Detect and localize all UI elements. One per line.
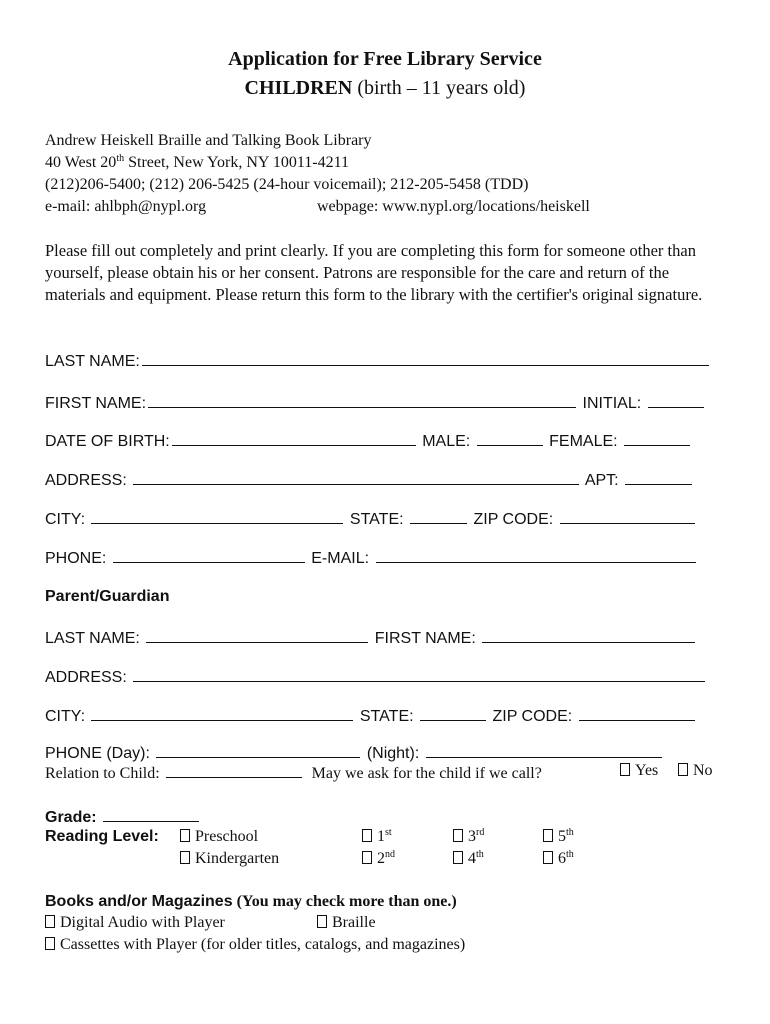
reading-grade-5[interactable]: 5th <box>543 828 574 846</box>
guardian-name-row: LAST NAME: FIRST NAME: <box>45 627 697 648</box>
child-dob-field[interactable] <box>172 430 416 446</box>
yes-checkbox[interactable] <box>620 763 630 776</box>
child-male-field[interactable] <box>477 430 543 446</box>
library-web: webpage: www.nypl.org/locations/heiskell <box>317 198 590 215</box>
guardian-phone-row: PHONE (Day): (Night): <box>45 742 664 763</box>
books-cassettes[interactable]: Cassettes with Player (for older titles, catalogs, and magazines) <box>45 936 465 954</box>
child-last-name-row: LAST NAME: <box>45 350 711 371</box>
reading-grade-2[interactable]: 2nd <box>362 850 395 868</box>
reading-level-label: Reading Level: <box>45 828 159 845</box>
child-dob-row: DATE OF BIRTH: MALE: FEMALE: <box>45 430 692 451</box>
child-last-name-field[interactable] <box>142 350 709 366</box>
guardian-relation-field[interactable] <box>166 762 302 778</box>
guardian-phone-day-field[interactable] <box>156 742 360 758</box>
reading-grade-6[interactable]: 6th <box>543 850 574 868</box>
reading-kindergarten[interactable]: Kindergarten <box>180 850 279 868</box>
library-phones: (212)206-5400; (212) 206-5425 (24-hour voicemail); 212-205-5458 (TDD) <box>45 176 529 193</box>
child-female-field[interactable] <box>624 430 690 446</box>
guardian-last-name-field[interactable] <box>146 627 368 643</box>
child-first-name-row: FIRST NAME: INITIAL: <box>45 392 706 413</box>
guardian-zip-field[interactable] <box>579 705 695 721</box>
child-address-row: ADDRESS: APT: <box>45 469 694 490</box>
guardian-phone-night-field[interactable] <box>426 742 662 758</box>
form-subtitle <box>0 77 770 100</box>
grade-row: Grade: <box>45 806 201 827</box>
grade-4-checkbox[interactable] <box>453 851 463 864</box>
call-yes-option[interactable]: Yes <box>620 762 658 780</box>
child-first-name-field[interactable] <box>148 392 576 408</box>
child-email-field[interactable] <box>376 547 696 563</box>
guardian-city-field[interactable] <box>91 705 353 721</box>
preschool-checkbox[interactable] <box>180 829 190 842</box>
no-checkbox[interactable] <box>678 763 688 776</box>
guardian-state-field[interactable] <box>420 705 486 721</box>
grade-1-checkbox[interactable] <box>362 829 372 842</box>
guardian-heading: Parent/Guardian <box>45 588 170 605</box>
guardian-address-row: ADDRESS: <box>45 666 707 687</box>
grade-field[interactable] <box>103 806 199 822</box>
grade-2-checkbox[interactable] <box>362 851 372 864</box>
guardian-address-field[interactable] <box>133 666 705 682</box>
braille-checkbox[interactable] <box>317 915 327 928</box>
reading-preschool[interactable]: Preschool <box>180 828 258 846</box>
child-city-field[interactable] <box>91 508 343 524</box>
reading-grade-3[interactable]: 3rd <box>453 828 484 846</box>
reading-grade-1[interactable]: 1st <box>362 828 392 846</box>
call-no-option[interactable]: No <box>678 762 713 780</box>
child-zip-field[interactable] <box>560 508 695 524</box>
child-city-row: CITY: STATE: ZIP CODE: <box>45 508 697 529</box>
digital-audio-checkbox[interactable] <box>45 915 55 928</box>
books-braille[interactable]: Braille <box>317 914 376 932</box>
instructions: Please fill out completely and print clearly. If you are completing this form for someone other than yourself, please obtain his or her consent. Patrons are responsible for the care and return of the materials and equipment. Please return this form to the library with the certifier's original signature. <box>45 241 703 304</box>
child-initial-field[interactable] <box>648 392 704 408</box>
subtitle-bold: CHILDREN <box>244 77 353 99</box>
books-heading-row: Books and/or Magazines (You may check more than one.) <box>45 893 457 910</box>
books-digital-audio[interactable]: Digital Audio with Player <box>45 914 225 932</box>
child-address-field[interactable] <box>133 469 579 485</box>
guardian-city-row: CITY: STATE: ZIP CODE: <box>45 705 697 726</box>
cassettes-checkbox[interactable] <box>45 937 55 950</box>
library-address: 40 West 20th Street, New York, NY 10011-4211 <box>45 153 349 171</box>
library-name: Andrew Heiskell Braille and Talking Book Library <box>45 132 372 149</box>
child-phone-field[interactable] <box>113 547 305 563</box>
library-email: e-mail: ahlbph@nypl.org <box>45 198 207 215</box>
grade-3-checkbox[interactable] <box>453 829 463 842</box>
subtitle-age: (birth – 11 years old) <box>357 77 526 99</box>
guardian-relation-row: Relation to Child: May we ask for the child if we call? <box>45 762 542 783</box>
child-phone-row: PHONE: E-MAIL: <box>45 547 698 568</box>
grade-5-checkbox[interactable] <box>543 829 553 842</box>
reading-grade-4[interactable]: 4th <box>453 850 484 868</box>
grade-6-checkbox[interactable] <box>543 851 553 864</box>
child-state-field[interactable] <box>410 508 467 524</box>
kindergarten-checkbox[interactable] <box>180 851 190 864</box>
child-apt-field[interactable] <box>625 469 692 485</box>
guardian-first-name-field[interactable] <box>482 627 695 643</box>
form-title: Application for Free Library Service <box>228 48 542 70</box>
